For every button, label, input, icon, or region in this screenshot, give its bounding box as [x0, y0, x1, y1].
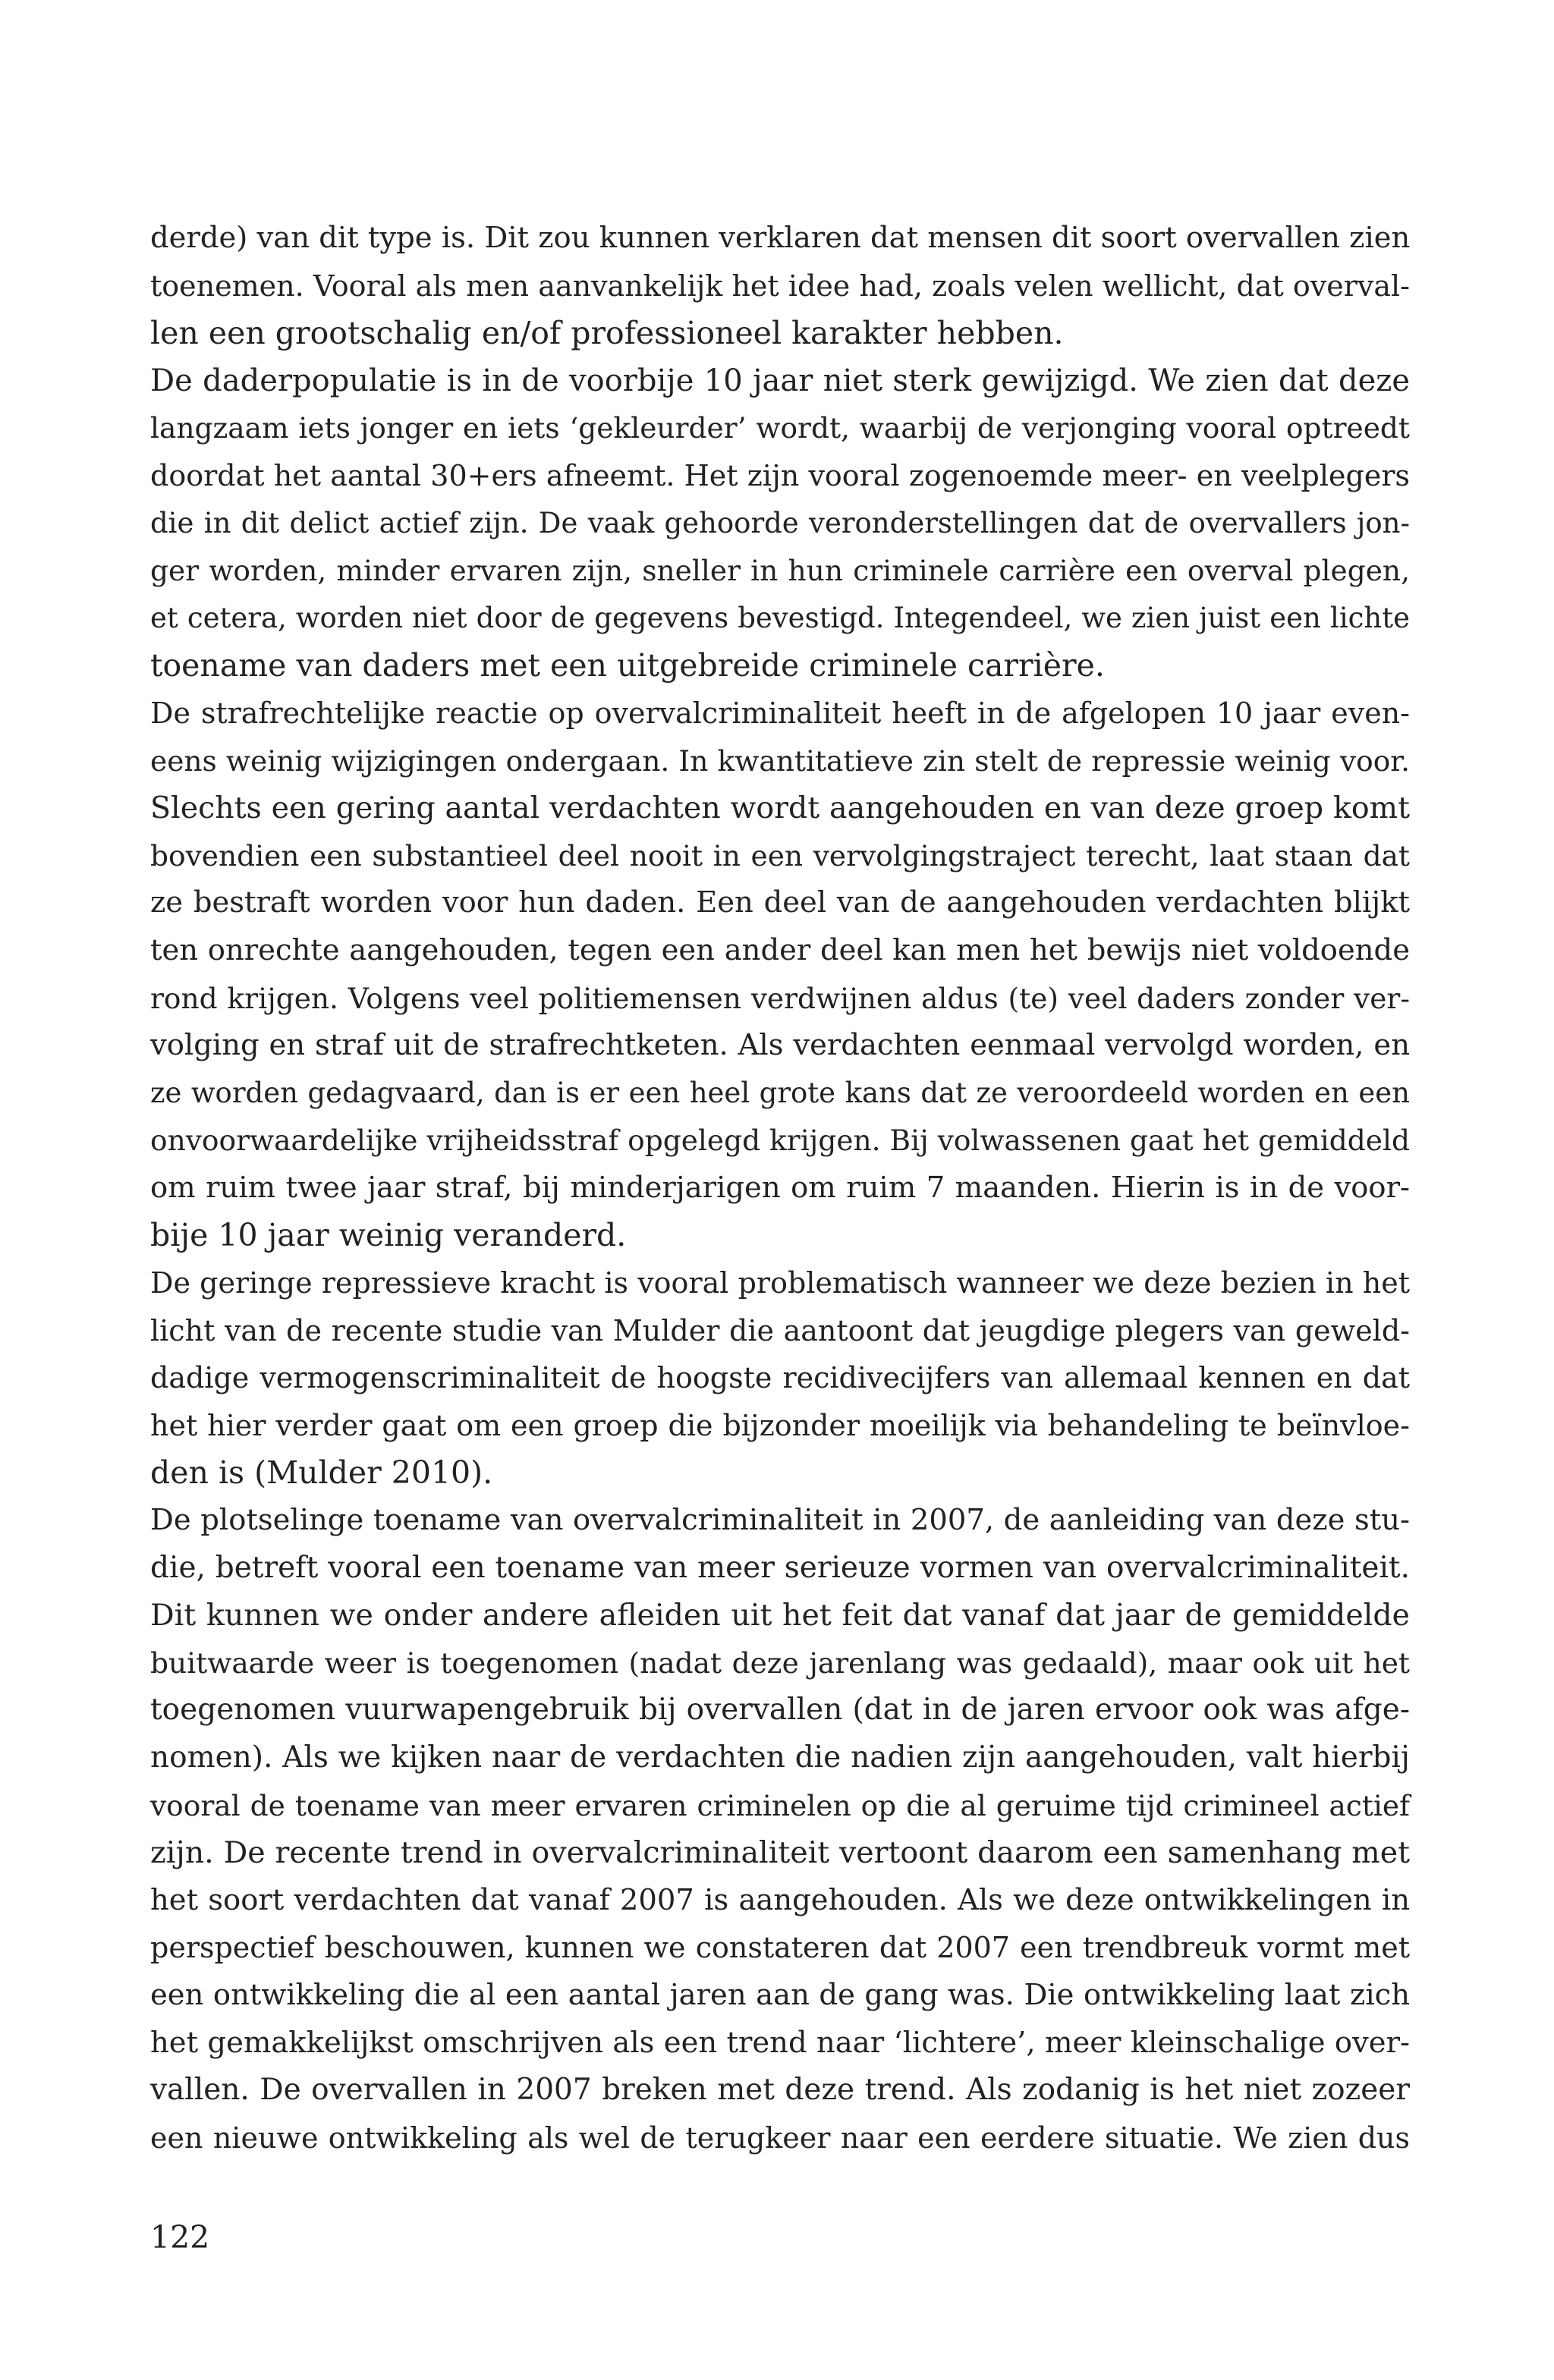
text-line: bovendien een substantieel deel nooit in een vervolgingstraject terecht, laat staan dat	[150, 838, 1410, 872]
text-line: licht van de recente studie van Mulder die aantoont dat jeugdige plegers van geweld-	[150, 1313, 1410, 1347]
text-line: een ontwikkeling die al een aantal jaren aan de gang was. Die ontwikkeling laat zich	[150, 1977, 1410, 2012]
text-line: onvoorwaardelijke vrijheidsstraf opgelegd krijgen. Bij volwassenen gaat het gemiddeld	[150, 1124, 1410, 1158]
page-number: 122	[150, 2219, 210, 2256]
text-line: zijn. De recente trend in overvalcriminaliteit vertoont daarom een samenhang met	[150, 1835, 1410, 1871]
text-line: nomen). Als we kijken naar de verdachten die nadien zijn aangehouden, valt hierbij	[150, 1740, 1410, 1775]
text-line: het gemakkelijkst omschrijven als een trend naar ‘lichtere’, meer kleinschalige over-	[150, 2025, 1410, 2060]
text-line: vooral de toename van meer ervaren criminelen op die al geruime tijd crimineel actief	[150, 1788, 1410, 1822]
text-line: et cetera, worden niet door de gegevens bevestigd. Integendeel, we zien juist een lichte	[150, 601, 1410, 634]
text-line: len een grootschalig en/of professioneel karakter hebben.	[150, 315, 1064, 352]
text-line: rond krijgen. Volgens veel politiemensen verdwijnen aldus (te) veel daders zonder ver-	[150, 981, 1410, 1015]
text-line: De daderpopulatie is in de voorbije 10 jaar niet sterk gewijzigd. We zien dat deze	[150, 363, 1410, 398]
text-line: volging en straf uit de strafrechtketen. Als verdachten eenmaal vervolgd worden, en	[150, 1028, 1410, 1063]
text-line: toegenomen vuurwapengebruik bij overvallen (dat in de jaren ervoor ook was afge-	[150, 1693, 1410, 1728]
text-line: langzaam iets jonger en iets ‘gekleurder’ wordt, waarbij de verjonging vooral optreedt	[150, 411, 1410, 445]
text-line: Dit kunnen we onder andere afleiden uit het feit dat vanaf dat jaar de gemiddelde	[150, 1598, 1410, 1633]
text-line: toename van daders met een uitgebreide criminele carrière.	[150, 647, 1105, 684]
text-line: De plotselinge toename van overvalcriminaliteit in 2007, de aanleiding van deze stu-	[150, 1503, 1410, 1538]
body-text	[150, 215, 1410, 2161]
text-line: die in dit delict actief zijn. De vaak gehoorde veronderstellingen dat de overvallers jon-	[150, 506, 1410, 539]
text-line: vallen. De overvallen in 2007 breken met deze trend. Als zodanig is het niet zozeer	[150, 2073, 1410, 2108]
text-line: bije 10 jaar weinig veranderd.	[150, 1217, 627, 1254]
text-line: een nieuwe ontwikkeling als wel de terugkeer naar een eerdere situatie. We zien dus	[150, 2121, 1410, 2155]
text-line: dadige vermogenscriminaliteit de hoogste recidivecijfers van allemaal kennen en dat	[150, 1361, 1410, 1395]
text-line: eens weinig wijzigingen ondergaan. In kwantitatieve zin stelt de repressie weinig voor.	[150, 744, 1410, 778]
text-line: De strafrechtelijke reactie op overvalcriminaliteit heeft in de afgelopen 10 jaar even-	[150, 696, 1410, 730]
text-line: doordat het aantal 30+ers afneemt. Het zijn vooral zogenoemde meer- en veelplegers	[150, 458, 1410, 492]
text-line: derde) van dit type is. Dit zou kunnen verklaren dat mensen dit soort overvallen zien	[150, 221, 1411, 255]
text-line: den is (Mulder 2010).	[150, 1454, 493, 1492]
text-line: toenemen. Vooral als men aanvankelijk het idee had, zoals velen wellicht, dat overval-	[150, 269, 1410, 303]
text-line: perspectief beschouwen, kunnen we constateren dat 2007 een trendbreuk vormt met	[150, 1931, 1410, 1965]
text-line: ten onrechte aangehouden, tegen een ander deel kan men het bewijs niet voldoende	[150, 932, 1410, 967]
text-line: ze worden gedagvaard, dan is er een heel grote kans dat ze veroordeeld worden en een	[150, 1076, 1410, 1109]
text-line: ger worden, minder ervaren zijn, sneller in hun criminele carrière een overval plegen,	[150, 554, 1410, 588]
text-line: Slechts een gering aantal verdachten wordt aangehouden en van deze groep komt	[150, 791, 1410, 826]
text-line: om ruim twee jaar straf, bij minderjarigen om ruim 7 maanden. Hierin is in de voor-	[150, 1170, 1410, 1205]
text-line: ze bestraft worden voor hun daden. Een deel van de aangehouden verdachten blijkt	[150, 885, 1410, 920]
text-line: De geringe repressieve kracht is vooral problematisch wanneer we deze bezien in het	[150, 1266, 1410, 1300]
text-line: het soort verdachten dat vanaf 2007 is aangehouden. Als we deze ontwikkelingen in	[150, 1882, 1410, 1917]
text-line: het hier verder gaat om een groep die bijzonder moeilijk via behandeling te beïnvloe-	[150, 1408, 1410, 1442]
text-line: buitwaarde weer is toegenomen (nadat deze jarenlang was gedaald), maar ook uit het	[150, 1646, 1410, 1680]
text-line: die, betreft vooral een toename van meer serieuze vormen van overvalcriminaliteit.	[150, 1550, 1410, 1585]
